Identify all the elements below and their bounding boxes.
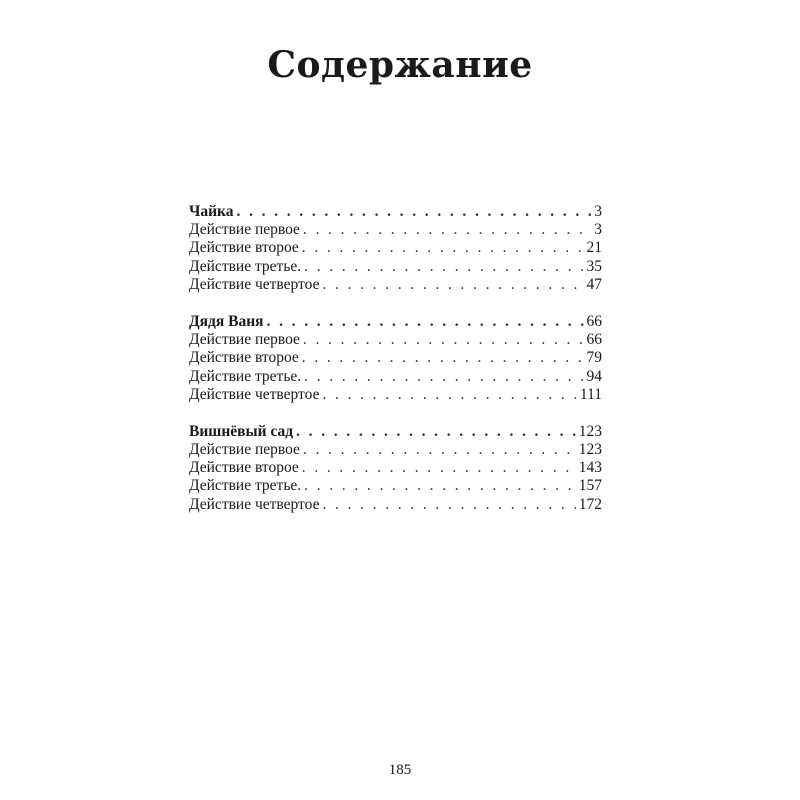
toc-heading xyxy=(189,203,602,221)
toc-item-page: 79 xyxy=(586,349,602,367)
toc-heading-page: 123 xyxy=(578,422,602,440)
toc-heading-page: 3 xyxy=(594,203,602,220)
toc-item-page: 94 xyxy=(586,367,602,385)
toc-item xyxy=(189,258,602,276)
toc-item xyxy=(189,477,602,495)
toc-item-page: 3 xyxy=(594,221,602,239)
toc-item-page: 47 xyxy=(586,275,602,293)
toc-item-label: Действие второе xyxy=(189,459,299,477)
toc-heading xyxy=(189,423,602,441)
dot-leader xyxy=(322,276,583,294)
toc-item-page: 143 xyxy=(578,459,602,477)
toc-item xyxy=(189,221,602,239)
toc-item xyxy=(189,386,602,404)
page-title: Содержание xyxy=(267,44,533,86)
toc-item xyxy=(189,496,602,514)
toc-item xyxy=(189,239,602,257)
toc-item-label: Действие третье. xyxy=(189,367,302,385)
toc-item-page: 35 xyxy=(586,257,602,275)
toc-item xyxy=(189,276,602,294)
toc-item-label: Действие третье. xyxy=(189,477,302,495)
toc-item-label: Действие третье. xyxy=(189,257,302,275)
dot-leader xyxy=(302,239,584,257)
toc-item-label: Действие четвертое xyxy=(189,385,320,403)
dot-leader xyxy=(303,331,584,349)
toc-item-label: Действие первое xyxy=(189,221,300,239)
toc-item-page: 172 xyxy=(578,495,602,513)
toc-item xyxy=(189,331,602,349)
toc-item xyxy=(189,368,602,386)
toc-item-label: Действие первое xyxy=(189,331,300,349)
dot-leader xyxy=(302,349,584,367)
table-of-contents xyxy=(189,203,602,533)
toc-heading-page: 66 xyxy=(586,312,602,330)
toc-item xyxy=(189,459,602,477)
toc-heading-label: Вишнёвый сад xyxy=(189,422,294,440)
toc-item-label: Действие второе xyxy=(189,239,299,257)
dot-leader xyxy=(303,441,576,459)
dot-leader xyxy=(296,423,576,441)
toc-heading-label: Дядя Ваня xyxy=(189,312,264,330)
dot-leader xyxy=(322,496,575,514)
toc-section-chayka xyxy=(189,203,602,294)
dot-leader xyxy=(304,368,583,386)
dot-leader xyxy=(302,459,576,477)
toc-section-dyadya-vanya xyxy=(189,313,602,404)
toc-item-page: 111 xyxy=(579,385,602,403)
dot-leader xyxy=(237,203,592,221)
toc-heading-label: Чайка xyxy=(189,203,234,220)
toc-item-label: Действие первое xyxy=(189,441,300,459)
toc-item-page: 66 xyxy=(586,331,602,349)
toc-item-page: 123 xyxy=(578,441,602,459)
dot-leader xyxy=(267,313,584,331)
toc-item-label: Действие второе xyxy=(189,349,299,367)
toc-item-page: 21 xyxy=(586,239,602,257)
toc-item xyxy=(189,441,602,459)
toc-item xyxy=(189,349,602,367)
toc-item-label: Действие четвертое xyxy=(189,495,320,513)
page-number: 185 xyxy=(388,762,412,778)
toc-item-page: 157 xyxy=(578,477,602,495)
dot-leader xyxy=(303,221,591,239)
toc-section-vishnevy-sad xyxy=(189,423,602,514)
dot-leader xyxy=(322,386,576,404)
toc-heading xyxy=(189,313,602,331)
dot-leader xyxy=(304,258,583,276)
toc-item-label: Действие четвертое xyxy=(189,275,320,293)
dot-leader xyxy=(304,477,576,495)
